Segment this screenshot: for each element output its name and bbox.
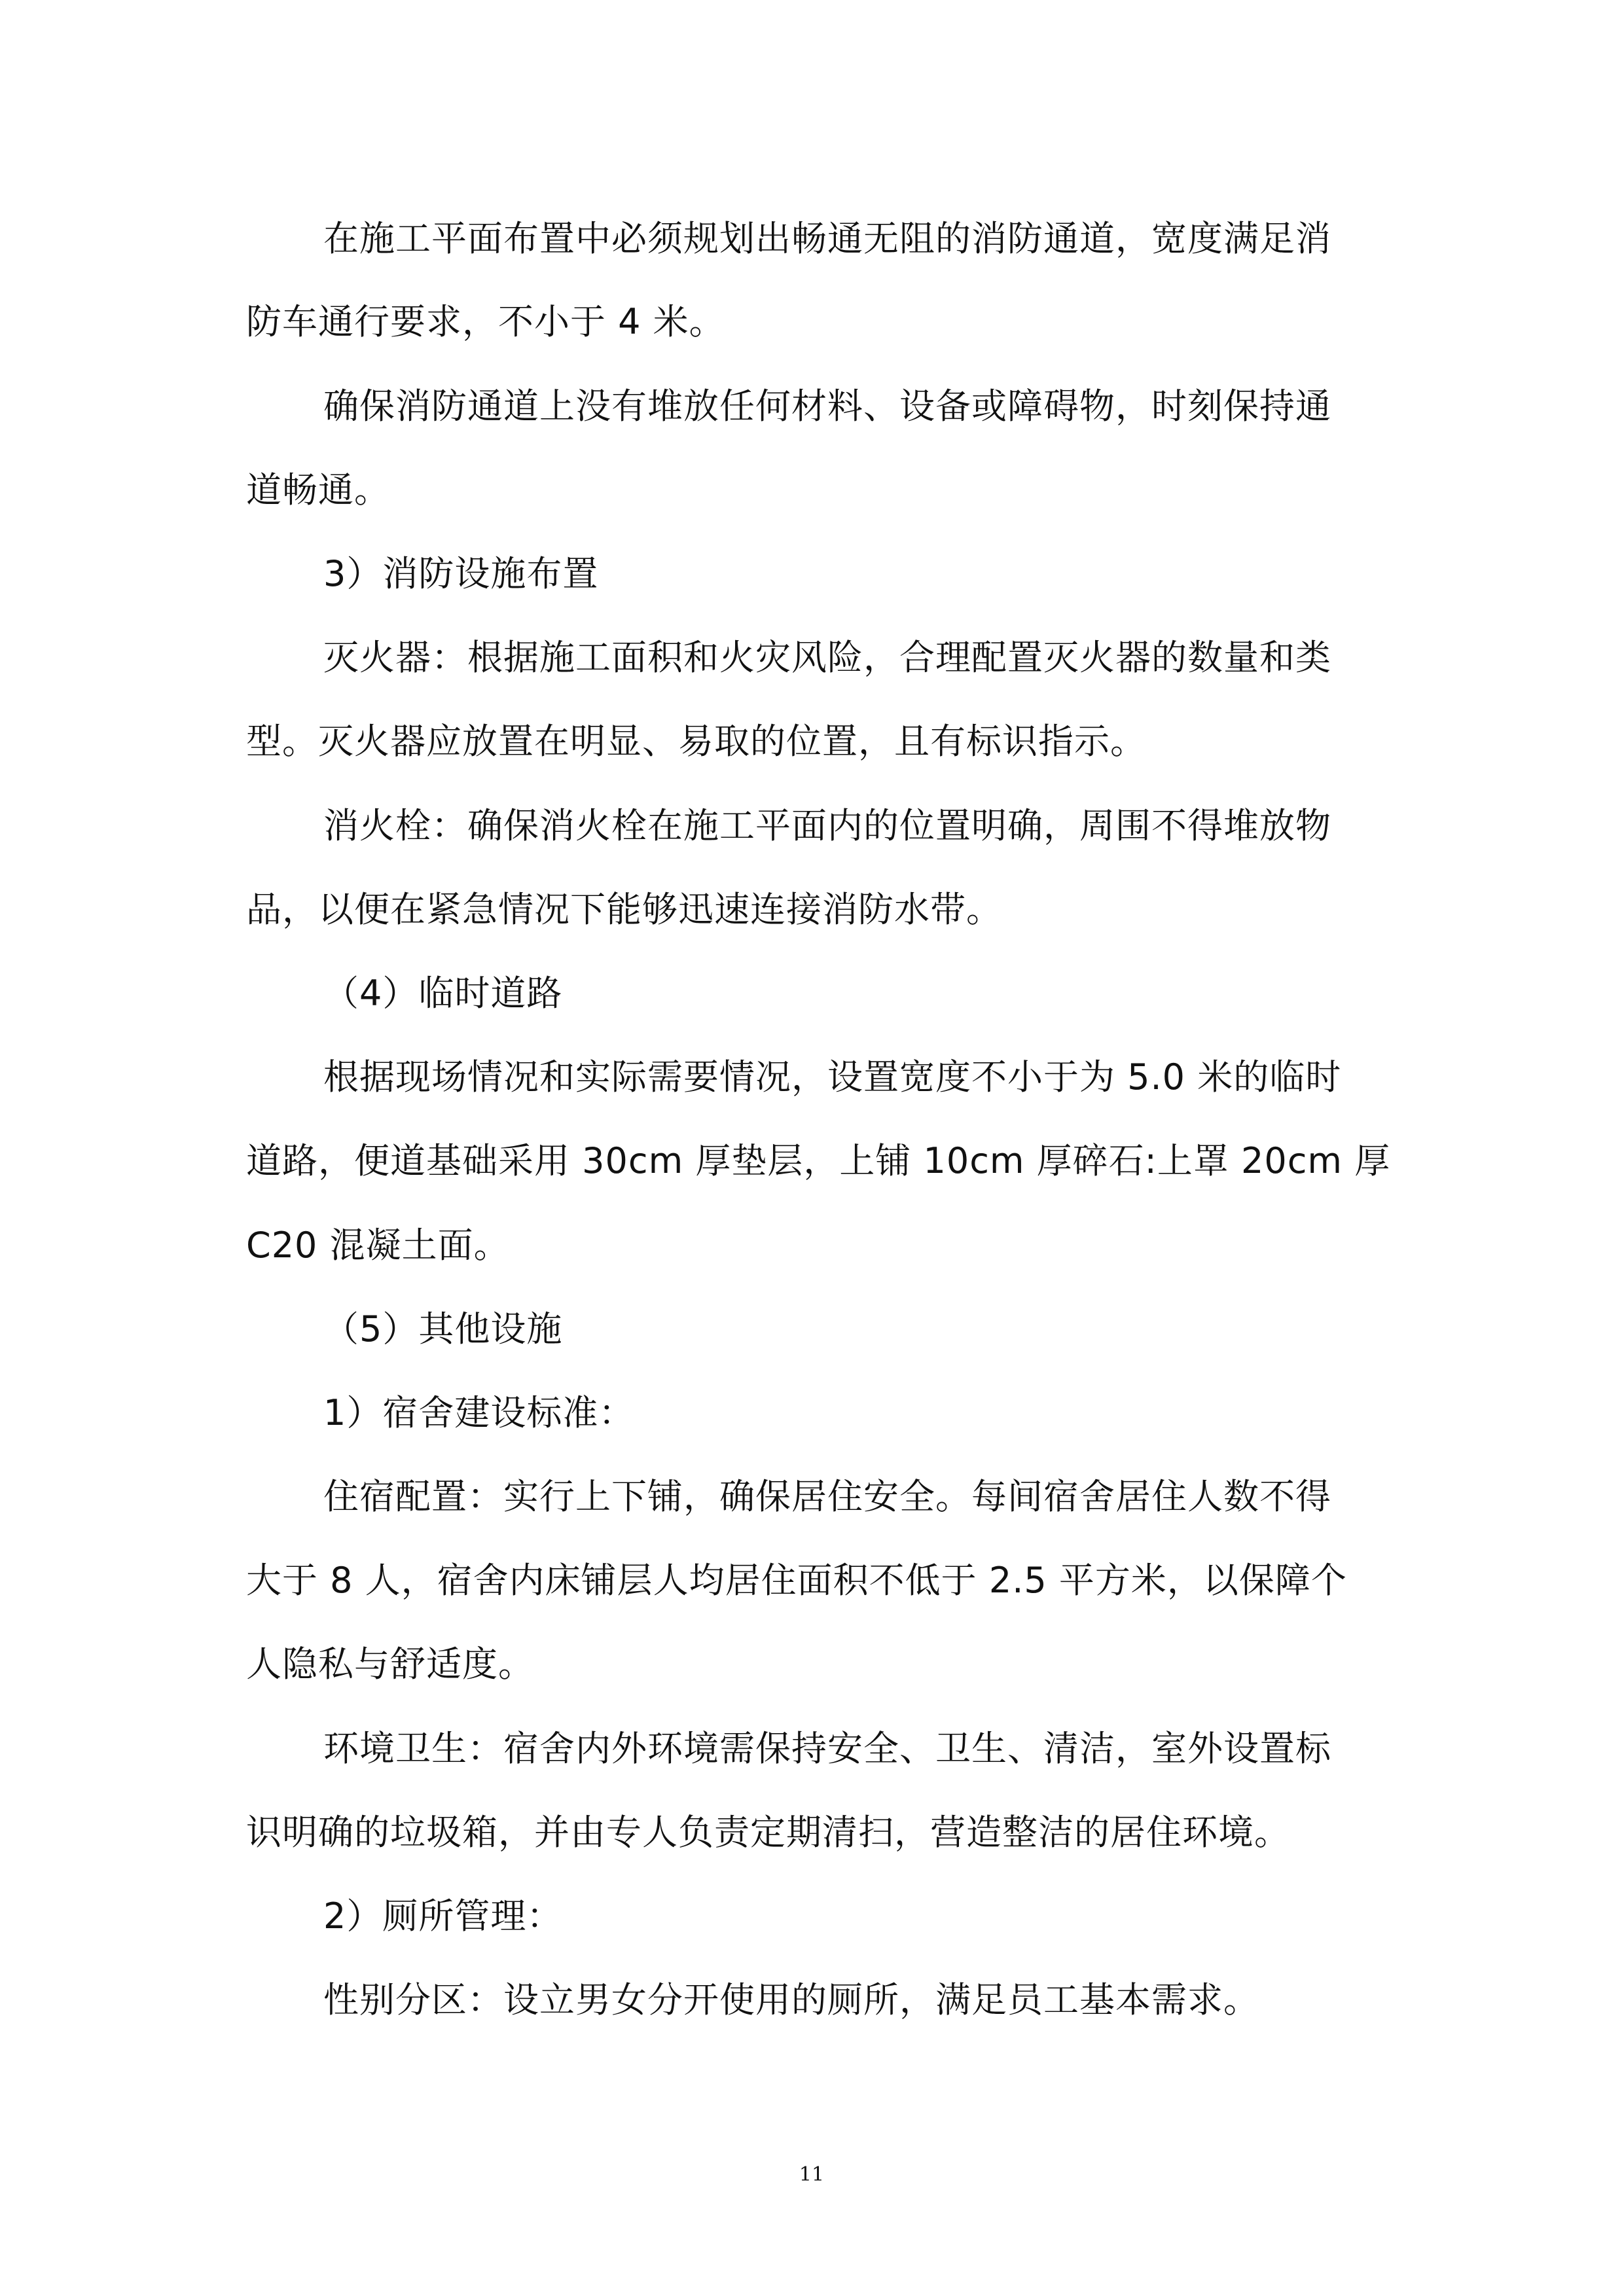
- paragraph-line: 道路，便道基础采用 30cm 厚垫层，上铺 10cm 厚碎石:上罩 20cm 厚: [246, 1140, 1391, 1181]
- paragraph-line: 性别分区：设立男女分开使用的厕所，满足员工基本需求。: [323, 1979, 1259, 2020]
- paragraph-line: 道畅通。: [246, 469, 390, 511]
- section-heading: （4）临时道路: [323, 973, 563, 1014]
- paragraph-line: 人隐私与舒适度。: [246, 1643, 534, 1685]
- paragraph-line: 品，以便在紧急情况下能够迅速连接消防水带。: [246, 889, 1002, 930]
- paragraph-line: 消火栓：确保消火栓在施工平面内的位置明确，周围不得堆放物: [323, 805, 1331, 846]
- page-number: 11: [799, 2163, 825, 2186]
- paragraph-line: 环境卫生：宿舍内外环境需保持安全、卫生、清洁，室外设置标: [323, 1728, 1331, 1769]
- paragraph-line: 识明确的垃圾箱，并由专人负责定期清扫，营造整洁的居住环境。: [246, 1812, 1290, 1853]
- paragraph-line: 确保消防通道上没有堆放任何材料、设备或障碍物，时刻保持通: [323, 386, 1331, 427]
- paragraph-line: 根据现场情况和实际需要情况，设置宽度不小于为 5.0 米的临时: [323, 1056, 1342, 1098]
- paragraph-line: C20 混凝土面。: [246, 1225, 510, 1266]
- paragraph-line: 型。灭火器应放置在明显、易取的位置，且有标识指示。: [246, 721, 1146, 762]
- section-heading: 2）厕所管理：: [323, 1895, 563, 1937]
- paragraph-line: 住宿配置：实行上下铺，确保居住安全。每间宿舍居住人数不得: [323, 1476, 1331, 1517]
- section-heading: 3）消防设施布置: [323, 553, 599, 594]
- section-heading: 1）宿舍建设标准：: [323, 1392, 635, 1433]
- paragraph-line: 大于 8 人，宿舍内床铺层人均居住面积不低于 2.5 平方米，以保障个: [246, 1560, 1347, 1601]
- paragraph-line: 防车通行要求，不小于 4 米。: [246, 301, 725, 342]
- paragraph-line: 灭火器：根据施工面积和火灾风险，合理配置灭火器的数量和类: [323, 637, 1331, 678]
- paragraph-line: 在施工平面布置中必须规划出畅通无阻的消防通道，宽度满足消: [323, 218, 1331, 259]
- section-heading: （5）其他设施: [323, 1308, 563, 1350]
